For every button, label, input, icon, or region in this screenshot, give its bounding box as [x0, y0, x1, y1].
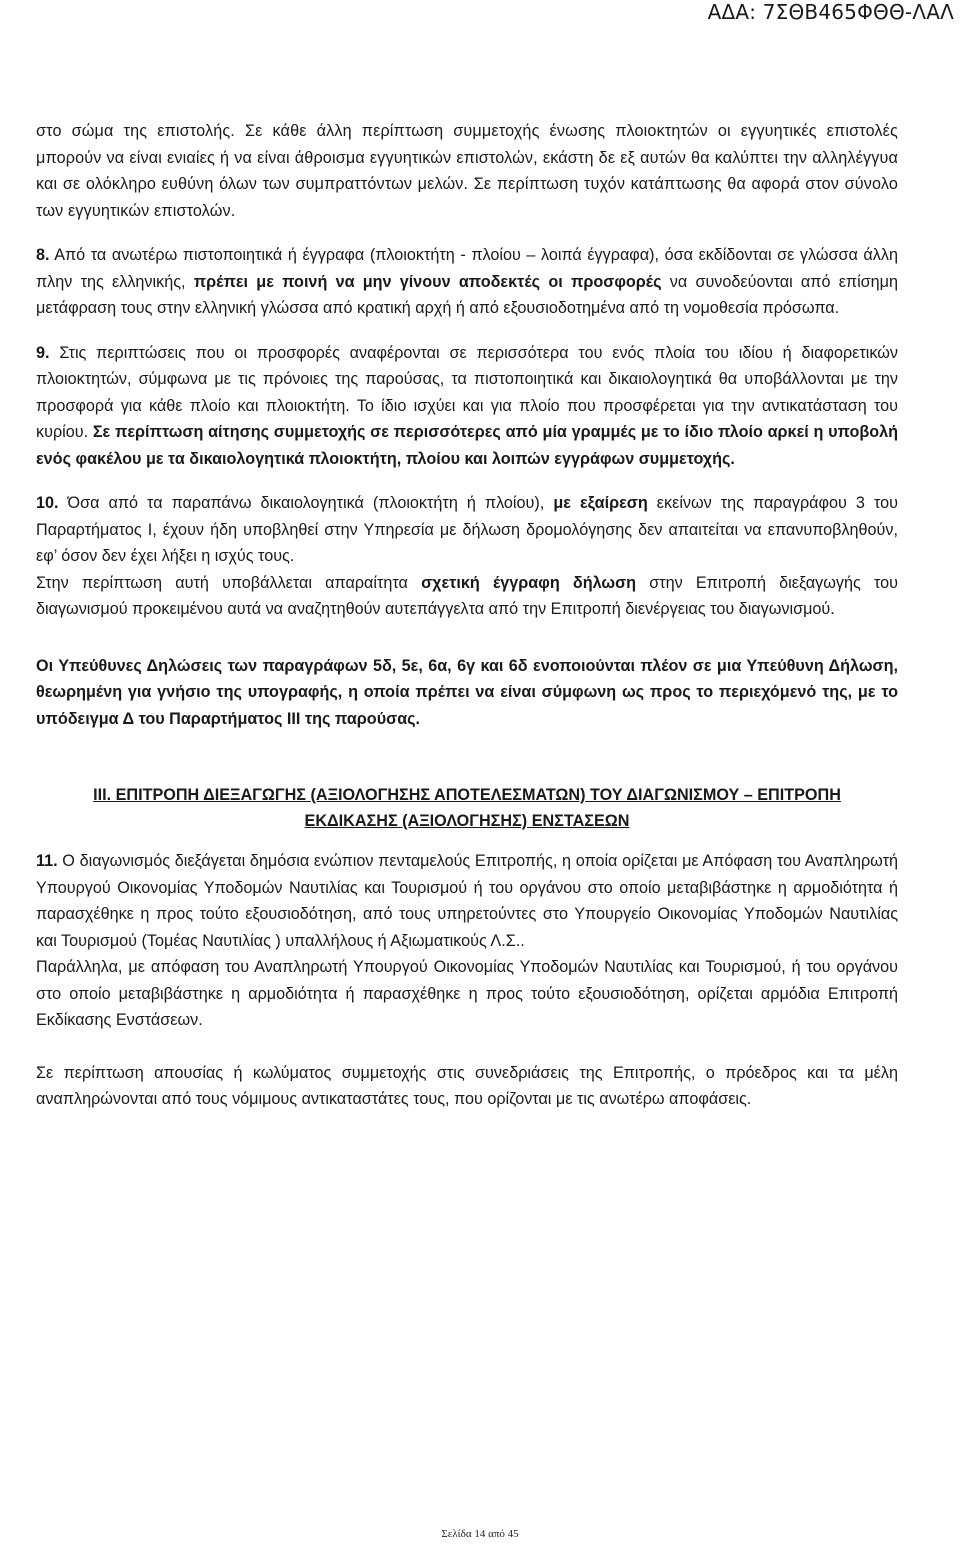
- paragraph-9-text-a: Στις περιπτώσεις που οι προσφορές αναφέρονται σε περισσότερα του ενός πλοία του ιδίου ή διαφορετικών πλοιοκτητών, σύμφωνα με τις πρόνοιες της παρούσας, τα πιστοποιητικά και δικαιολογητικά θα υποβάλλονται με την προσφορά για κάθε πλοίο και πλοιοκτήτη. Το ίδιο ισχύει και για πλοίο που προσφέρεται για την αντικατάσταση του κυρίου.: [36, 343, 898, 441]
- section-title-line-1: ΙΙΙ. ΕΠΙΤΡΟΠΗ ΔΙΕΞΑΓΩΓΗΣ (ΑΞΙΟΛΟΓΗΣΗΣ ΑΠΟΤΕΛΕΣΜΑΤΩΝ) ΤΟΥ ΔΙΑΓΩΝΙΣΜΟΥ – ΕΠΙΤΡΟΠΗ: [93, 786, 841, 804]
- paragraph-9-number: 9.: [36, 343, 50, 362]
- document-page: [36, 118, 898, 1113]
- paragraph-10-text-d: Στην περίπτωση αυτή υποβάλλεται απαραίτητα: [36, 573, 422, 592]
- page-footer: Σελίδα 14 από 45: [441, 1528, 519, 1540]
- paragraph-8-text-c: να συνοδεύονται από επίσημη μετάφραση τους στην ελληνική γλώσσα από κρατική αρχή ή από εξουσιοδοτημένα από τη νομοθεσία πρόσωπα.: [36, 272, 898, 317]
- paragraph-9: [36, 340, 898, 473]
- paragraph-8-text-a: Από τα ανωτέρω πιστοποιητικά ή έγγραφα (πλοιοκτήτη - πλοίου – λοιπά έγγραφα), όσα εκδίδονται σε γλώσσα άλλη πλην της ελληνικής,: [36, 246, 898, 291]
- paragraph-8-bold: πρέπει με ποινή να μην γίνουν αποδεκτές οι προσφορές: [193, 272, 662, 291]
- paragraph-11-text-b: Παράλληλα, με απόφαση του Αναπληρωτή Υπουργού Οικονομίας Υποδομών Ναυτιλίας και Τουρισμού, ή του οργάνου στο οποίο μεταβιβάστηκε η αρμοδιότητα ή παρασχέθηκε η προς τούτο εξουσιοδότηση, ορίζεται αρμόδια Επιτροπή Εκδίκασης Ενστάσεων.: [36, 958, 898, 1029]
- paragraph-9-bold: Σε περίπτωση αίτησης συμμετοχής σε περισσότερες από μία γραμμές με το ίδιο πλοίο αρκεί η υποβολή ενός φακέλου με τα δικαιολογητικά πλοιοκτήτη, πλοίου και λοιπών εγγράφων συμμετοχής.: [36, 423, 898, 468]
- paragraph-10-text-f: στην Επιτροπή διεξαγωγής του διαγωνισμού προκειμένου αυτά να αναζητηθούν αυτεπάγγελτα από την Επιτροπή διενέργειας του διαγωνισμού.: [36, 573, 898, 618]
- paragraph-11-text-a: Ο διαγωνισμός διεξάγεται δημόσια ενώπιον πενταμελούς Επιτροπής, η οποία ορίζεται με Απόφαση του Αναπληρωτή Υπουργού Οικονομίας Υποδομών Ναυτιλίας και Τουρισμού ή του οργάνου στο οποίο μεταβιβάστηκε η αρμοδιότητα ή παρασχέθηκε η προς τούτο εξουσιοδότηση, από τους υπηρετούντες στο Υπουργείο Οικονομίας Υποδομών Ναυτιλίας και Τουρισμού (Τομέας Ναυτιλίας ) υπαλλήλους ή Αξιωματικούς Λ.Σ..: [36, 852, 898, 950]
- paragraph-10-text-a: Όσα από τα παραπάνω δικαιολογητικά (πλοιοκτήτη ή πλοίου),: [58, 494, 554, 512]
- paragraph-8: [36, 242, 898, 322]
- paragraph-10-number: 10.: [36, 494, 59, 512]
- paragraph-11: [36, 848, 898, 1034]
- paragraph-10-bold-a: με εξαίρεση: [553, 494, 648, 512]
- intro-body: Σε κάθε άλλη περίπτωση συμμετοχής ένωσης πλοιοκτητών οι εγγυητικές επιστολές μπορούν να είναι ενιαίες ή να είναι άθροισμα εγγυητικών επιστολών, εκάστη δε εξ αυτών θα καλύπτει την αλληλέγγυα και σε ολόκληρο ευθύνη όλων των συμπραττόντων μελών. Σε περίπτωση τυχόν κατάπτωσης θα αφορά στον σύνολο των εγγυητικών επιστολών.: [36, 122, 898, 220]
- paragraph-10-bold-e: σχετική έγγραφη δήλωση: [421, 573, 637, 592]
- paragraph-8-number: 8.: [36, 246, 50, 264]
- paragraph-declarations: Οι Υπεύθυνες Δηλώσεις των παραγράφων 5δ, 5ε, 6α, 6γ και 6δ ενοποιούνται πλέον σε μια Υπεύθυνη Δήλωση, θεωρημένη για γνήσιο της υπογραφής, η οποία πρέπει να είναι σύμφωνη ως προς το περιεχόμενό της, με το υπόδειγμα Δ του Παραρτήματος ΙΙΙ της παρούσας.: [36, 656, 898, 728]
- paragraph-11-absence: Σε περίπτωση απουσίας ή κωλύματος συμμετοχής στις συνεδριάσεις της Επιτροπής, ο πρόεδρος και τα μέλη αναπληρώνονται από τους νόμιμους αντικαταστάτες τους, που ορίζονται με τις ανωτέρω αποφάσεις.: [36, 1063, 898, 1108]
- paragraph-10-text-c: εκείνων της παραγράφου 3 του Παραρτήματος Ι, έχουν ήδη υποβληθεί στην Υπηρεσία με δήλωση δρομολόγησης δεν απαιτείται να επανυποβληθούν, εφ’ όσον δεν έχει λήξει η ισχύς τους.: [36, 494, 898, 565]
- intro-lead: στο σώμα της επιστολής.: [36, 122, 245, 140]
- section-title-line-2: ΕΚΔΙΚΑΣΗΣ (ΑΞΙΟΛΟΓΗΣΗΣ) ΕΝΣΤΑΣΕΩΝ: [304, 812, 630, 830]
- paragraph-10: [36, 490, 898, 623]
- paragraph-11-number: 11.: [36, 852, 58, 870]
- ada-code: ΑΔΑ: 7ΣΘΒ465ΦΘΘ-ΛΑΛ: [707, 0, 954, 24]
- paragraph-intro: [36, 118, 898, 224]
